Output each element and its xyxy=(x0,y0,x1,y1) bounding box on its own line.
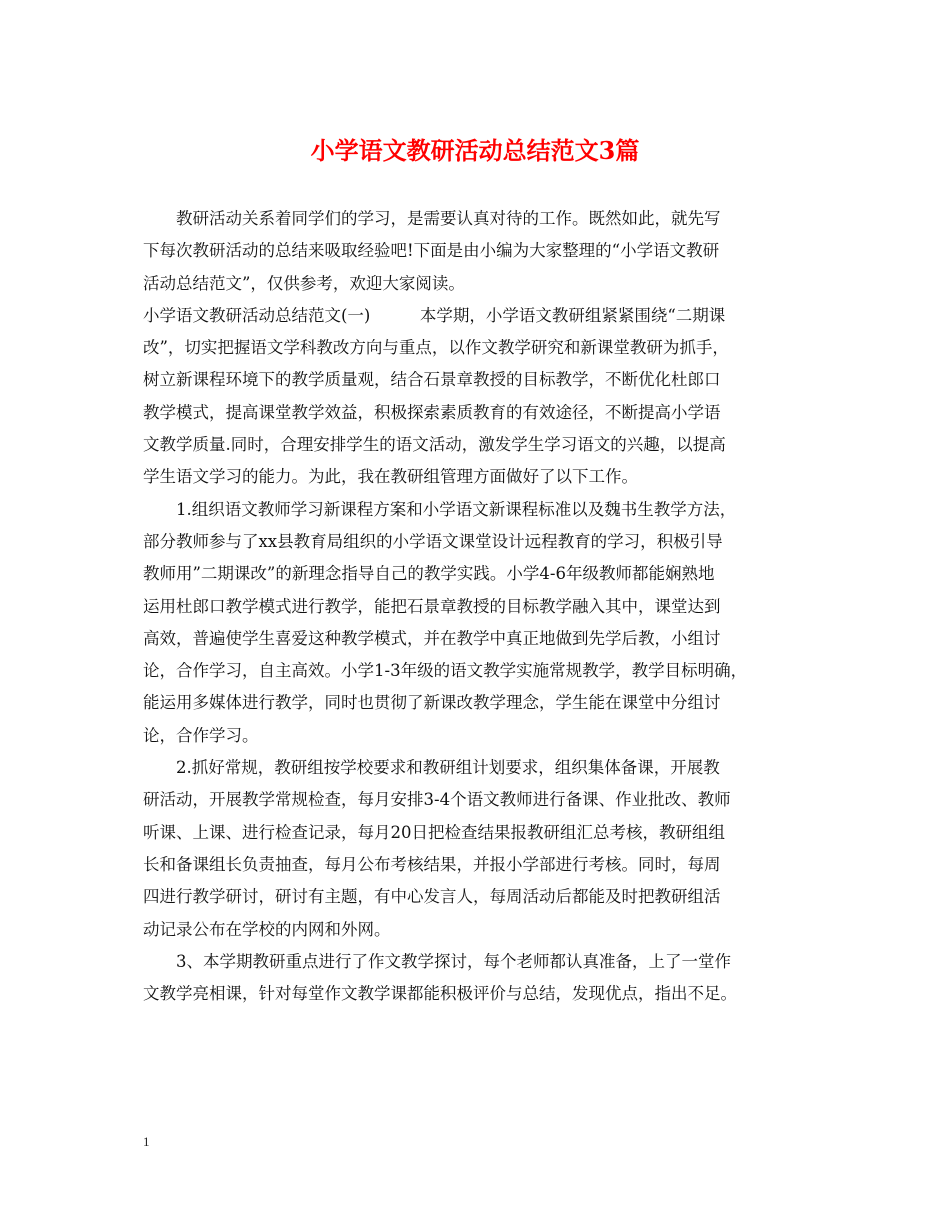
text-line: 部分教师参与了xx县教育局组织的小学语文课堂设计远程教育的学习，积极引导 xyxy=(143,531,723,551)
text-line: 教师用”二期课改”的新理念指导自己的教学实践。小学4-6年级教师都能娴熟地 xyxy=(143,564,715,584)
text-line: 小学语文教研活动总结范文(一) 本学期，小学语文教研组紧紧围绕“二期课 xyxy=(143,305,726,325)
text-line: 改”，切实把握语文学科教改方向与重点，以作文教学研究和新课堂教研为抓手， xyxy=(143,338,729,358)
document-title: 小学语文教研活动总结范文3篇 xyxy=(310,136,640,165)
text-line: 高效，普遍使学生喜爱这种教学模式，并在教学中真正地做到先学后教，小组讨 xyxy=(143,628,721,648)
text-line: 论，合作学习，自主高效。小学1-3年级的语文教学实施常规教学，教学目标明确， xyxy=(143,661,748,681)
text-line: 教学模式，提高课堂教学效益，积极探索素质教育的有效途径，不断提高小学语 xyxy=(143,402,721,422)
page-number: 1 xyxy=(143,1134,150,1149)
text-line: 论，合作学习。 xyxy=(143,725,259,745)
text-line: 文教学质量.同时，合理安排学生的语文活动，激发学生学习语文的兴趣，以提高 xyxy=(143,435,726,455)
text-line: 动记录公布在学校的内网和外网。 xyxy=(143,919,391,939)
text-line: 四进行教学研讨，研讨有主题，有中心发言人，每周活动后都能及时把教研组活 xyxy=(143,887,721,907)
text-line: 研活动，开展教学常规检查，每月安排3-4个语文教师进行备课、作业批改、教师 xyxy=(143,790,731,810)
text-line: 下每次教研活动的总结来吸取经验吧!下面是由小编为大家整理的“小学语文教研 xyxy=(143,241,720,261)
text-line: 2.抓好常规，教研组按学校要求和教研组计划要求，组织集体备课，开展教 xyxy=(143,758,720,778)
text-line: 3、本学期教研重点进行了作文教学探讨，每个老师都认真准备，上了一堂作 xyxy=(143,951,731,971)
document-body xyxy=(143,203,823,1010)
text-line: 树立新课程环境下的教学质量观，结合石景章教授的目标教学，不断优化杜郎口 xyxy=(143,370,721,390)
text-line: 学生语文学习的能力。为此，我在教研组管理方面做好了以下工作。 xyxy=(143,467,638,487)
text-line: 长和备课组长负责抽查，每月公布考核结果，并报小学部进行考核。同时，每周 xyxy=(143,854,721,874)
text-line: 活动总结范文”，仅供参考，欢迎大家阅读。 xyxy=(143,273,465,293)
text-line: 听课、上课、进行检查记录，每月20日把检查结果报教研组汇总考核，教研组组 xyxy=(143,822,725,842)
text-line: 教研活动关系着同学们的学习，是需要认真对待的工作。既然如此，就先写 xyxy=(143,209,721,228)
text-line: 1.组织语文教师学习新课程方案和小学语文新课程标准以及魏书生教学方法， xyxy=(143,499,737,519)
text-line: 能运用多媒体进行教学，同时也贯彻了新课改教学理念，学生能在课堂中分组讨 xyxy=(143,693,721,713)
text-line: 运用杜郎口教学模式进行教学，能把石景章教授的目标教学融入其中，课堂达到 xyxy=(143,596,721,616)
text-line: 文教学亮相课，针对每堂作文教学课都能积极评价与总结，发现优点，指出不足。 xyxy=(143,984,737,1004)
